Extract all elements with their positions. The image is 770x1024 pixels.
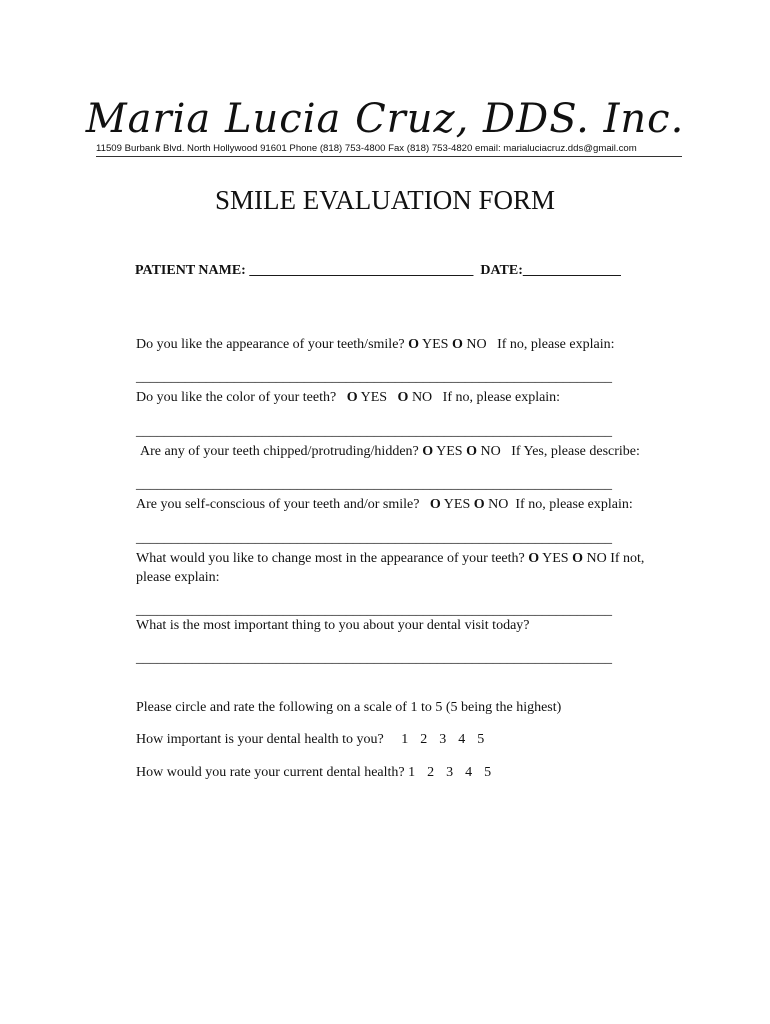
yes-option-label: YES — [443, 497, 471, 512]
rating-question-1 — [136, 732, 496, 748]
question-5 — [136, 551, 644, 567]
answer-line-2[interactable]: ____________________________________________________________________ — [136, 424, 612, 439]
rating-option-3[interactable]: 3 — [446, 765, 454, 780]
date-label: DATE: — [480, 263, 523, 278]
no-option-marker[interactable]: O — [397, 390, 409, 405]
question-text: What would you like to change most in the appearance of your teeth? — [136, 551, 525, 566]
answer-line-1[interactable]: ____________________________________________________________________ — [136, 370, 612, 385]
question-text: What is the most important thing to you about your dental visit today? — [136, 618, 530, 633]
practice-contact-line: 11509 Burbank Blvd. North Hollywood 91601 Phone (818) 753-4800 Fax (818) 753-4820 email: marialuciacruz.dds@gmail.com — [96, 143, 682, 157]
patient-row — [135, 263, 621, 279]
question-1 — [136, 337, 614, 353]
question-text: Are any of your teeth chipped/protruding/hidden? — [140, 444, 419, 459]
patient-name-field[interactable]: ________________________________ — [249, 263, 474, 278]
rating-option-1[interactable]: 1 — [401, 732, 409, 747]
question-6 — [136, 618, 530, 634]
rating-question-text: How important is your dental health to you? — [136, 732, 384, 747]
question-text: Do you like the appearance of your teeth/smile? — [136, 337, 405, 352]
question-text: Do you like the color of your teeth? — [136, 390, 337, 405]
rating-option-3[interactable]: 3 — [439, 732, 447, 747]
no-option-label: NO — [466, 337, 487, 352]
yes-option-label: YES — [436, 444, 463, 459]
yes-option-label: YES — [542, 551, 569, 566]
date-field[interactable]: ______________ — [522, 263, 621, 278]
no-option-marker[interactable]: O — [473, 497, 485, 512]
answer-line-6[interactable]: ____________________________________________________________________ — [136, 651, 612, 666]
rating-option-4[interactable]: 4 — [465, 765, 473, 780]
rating-instructions: Please circle and rate the following on a scale of 1 to 5 (5 being the highest) — [136, 700, 562, 715]
yes-option-marker[interactable]: O — [429, 497, 441, 512]
no-option-label: NO — [586, 551, 607, 566]
question-followup: If Yes, please describe: — [511, 444, 640, 459]
yes-option-marker[interactable]: O — [528, 551, 540, 566]
rating-option-5[interactable]: 5 — [477, 732, 485, 747]
answer-line-4[interactable]: ____________________________________________________________________ — [136, 531, 612, 546]
question-3 — [140, 444, 640, 460]
rating-option-5[interactable]: 5 — [484, 765, 492, 780]
yes-option-marker[interactable]: O — [346, 390, 358, 405]
question-5-continuation: please explain: — [136, 570, 220, 585]
answer-line-3[interactable]: ____________________________________________________________________ — [136, 477, 612, 492]
answer-line-5[interactable]: ____________________________________________________________________ — [136, 603, 612, 618]
yes-option-marker[interactable]: O — [408, 337, 420, 352]
question-4 — [136, 497, 633, 513]
question-followup: If not, — [610, 551, 645, 566]
rating-option-4[interactable]: 4 — [458, 732, 466, 747]
rating-option-2[interactable]: 2 — [420, 732, 428, 747]
question-followup: If no, please explain: — [497, 337, 615, 352]
yes-option-label: YES — [422, 337, 449, 352]
question-2 — [136, 390, 560, 406]
rating-question-2 — [136, 765, 503, 781]
no-option-marker[interactable]: O — [451, 337, 463, 352]
patient-name-label: PATIENT NAME: — [135, 263, 246, 278]
yes-option-marker[interactable]: O — [422, 444, 434, 459]
question-followup: If no, please explain: — [515, 497, 633, 512]
no-option-marker[interactable]: O — [572, 551, 583, 566]
yes-option-label: YES — [360, 390, 388, 405]
question-text: Are you self-conscious of your teeth and/or smile? — [136, 497, 420, 512]
no-option-label: NO — [480, 444, 501, 459]
question-followup: If no, please explain: — [442, 390, 561, 405]
no-option-marker[interactable]: O — [466, 444, 477, 459]
rating-question-text: How would you rate your current dental health? — [136, 765, 405, 780]
form-title: SMILE EVALUATION FORM — [214, 185, 556, 215]
practice-name: Maria Lucia Cruz, DDS. Inc. — [85, 96, 685, 142]
rating-option-2[interactable]: 2 — [427, 765, 435, 780]
no-option-label: NO — [488, 497, 509, 512]
no-option-label: NO — [411, 390, 433, 405]
rating-option-1[interactable]: 1 — [408, 765, 416, 780]
